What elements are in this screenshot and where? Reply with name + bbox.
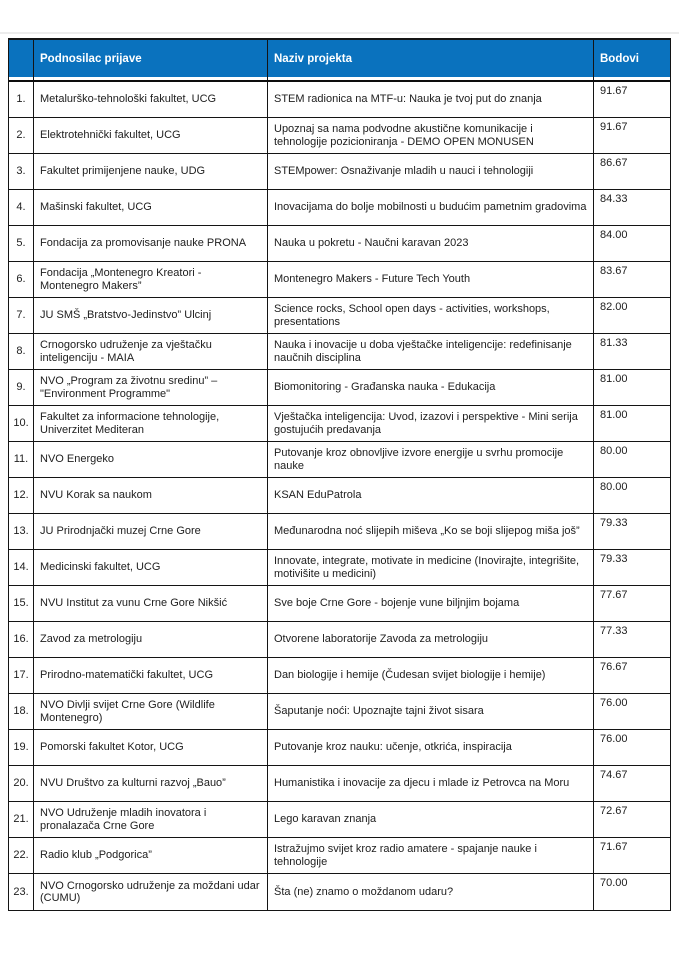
row-number-cell: 7. bbox=[9, 298, 34, 333]
applicant-cell: NVU Institut za vunu Crne Gore Nikšić bbox=[34, 586, 268, 621]
project-cell: Humanistika i inovacije za djecu i mlade iz Petrovca na Moru bbox=[268, 766, 594, 801]
applicant-cell: JU SMŠ „Bratstvo-Jedinstvo” Ulcinj bbox=[34, 298, 268, 333]
table-row bbox=[9, 334, 670, 370]
row-number-cell: 6. bbox=[9, 262, 34, 297]
table-row bbox=[9, 622, 670, 658]
project-cell: Upoznaj sa nama podvodne akustične komunikacije i tehnologije pozicioniranja - DEMO OPEN MONUSEN bbox=[268, 118, 594, 153]
project-cell: Inovacijama do bolje mobilnosti u budućim pametnim gradovima bbox=[268, 190, 594, 225]
points-cell: 79.33 bbox=[600, 517, 628, 529]
points-cell: 86.67 bbox=[600, 157, 628, 169]
table-row bbox=[9, 118, 670, 154]
points-cell: 71.67 bbox=[600, 841, 628, 853]
row-number-cell: 3. bbox=[9, 154, 34, 189]
applicant-cell: Elektrotehnički fakultet, UCG bbox=[34, 118, 268, 153]
table-row bbox=[9, 658, 670, 694]
points-cell: 74.67 bbox=[600, 769, 628, 781]
project-cell: Lego karavan znanja bbox=[268, 802, 594, 837]
applicant-cell: NVU Korak sa naukom bbox=[34, 478, 268, 513]
points-cell: 91.67 bbox=[600, 121, 628, 133]
points-cell: 77.33 bbox=[600, 625, 628, 637]
project-ranking-table bbox=[8, 38, 671, 911]
row-number-cell: 23. bbox=[9, 874, 34, 910]
project-cell: KSAN EduPatrola bbox=[268, 478, 594, 513]
points-cell: 83.67 bbox=[600, 265, 628, 277]
points-cell: 84.00 bbox=[600, 229, 628, 241]
scan-artifact-line bbox=[0, 32, 679, 34]
row-number-cell: 13. bbox=[9, 514, 34, 549]
applicant-cell: Prirodno-matematički fakultet, UCG bbox=[34, 658, 268, 693]
row-number-cell: 14. bbox=[9, 550, 34, 585]
row-number-cell: 18. bbox=[9, 694, 34, 729]
table-header-row bbox=[9, 40, 670, 82]
table-row bbox=[9, 442, 670, 478]
row-number-cell: 19. bbox=[9, 730, 34, 765]
applicant-cell: NVU Društvo za kulturni razvoj „Bauo” bbox=[34, 766, 268, 801]
row-number-cell: 4. bbox=[9, 190, 34, 225]
row-number-cell: 8. bbox=[9, 334, 34, 369]
points-cell: 81.00 bbox=[600, 373, 628, 385]
row-number-cell: 9. bbox=[9, 370, 34, 405]
points-cell: 82.00 bbox=[600, 301, 628, 313]
points-cell: 76.00 bbox=[600, 697, 628, 709]
points-cell: 70.00 bbox=[600, 877, 628, 889]
project-cell: Šaputanje noći: Upoznajte tajni život sisara bbox=[268, 694, 594, 729]
row-number-cell: 17. bbox=[9, 658, 34, 693]
project-cell: Nauka u pokretu - Naučni karavan 2023 bbox=[268, 226, 594, 261]
row-number-cell: 11. bbox=[9, 442, 34, 477]
row-number-cell: 21. bbox=[9, 802, 34, 837]
points-cell: 91.67 bbox=[600, 85, 628, 97]
project-cell: Putovanje kroz obnovljive izvore energije u svrhu promocije nauke bbox=[268, 442, 594, 477]
header-cell-points: Bodovi bbox=[594, 40, 670, 80]
row-number-cell: 2. bbox=[9, 118, 34, 153]
table-row bbox=[9, 514, 670, 550]
applicant-cell: Fakultet primijenjene nauke, UDG bbox=[34, 154, 268, 189]
header-cell-number bbox=[9, 40, 34, 80]
table-row bbox=[9, 226, 670, 262]
points-cell: 84.33 bbox=[600, 193, 628, 205]
header-cell-project: Naziv projekta bbox=[268, 40, 594, 80]
project-cell: Dan biologije i hemije (Čudesan svijet biologije i hemije) bbox=[268, 658, 594, 693]
row-number-cell: 16. bbox=[9, 622, 34, 657]
applicant-cell: NVO Energeko bbox=[34, 442, 268, 477]
applicant-cell: NVO Crnogorsko udruženje za moždani udar (CUMU) bbox=[34, 874, 268, 910]
points-cell: 77.67 bbox=[600, 589, 628, 601]
applicant-cell: Crnogorsko udruženje za vještačku inteligenciju - MAIA bbox=[34, 334, 268, 369]
table-row bbox=[9, 298, 670, 334]
table-row bbox=[9, 694, 670, 730]
row-number-cell: 15. bbox=[9, 586, 34, 621]
applicant-cell: Mašinski fakultet, UCG bbox=[34, 190, 268, 225]
row-number-cell: 1. bbox=[9, 82, 34, 117]
table-row bbox=[9, 82, 670, 118]
project-cell: Nauka i inovacije u doba vještačke inteligencije: redefinisanje naučnih disciplina bbox=[268, 334, 594, 369]
table-row bbox=[9, 802, 670, 838]
project-cell: Istražujmo svijet kroz radio amatere - spajanje nauke i tehnologije bbox=[268, 838, 594, 873]
project-cell: STEM radionica na MTF-u: Nauka je tvoj put do znanja bbox=[268, 82, 594, 117]
project-cell: Putovanje kroz nauku: učenje, otkrića, inspiracija bbox=[268, 730, 594, 765]
table-row bbox=[9, 838, 670, 874]
points-cell: 80.00 bbox=[600, 445, 628, 457]
row-number-cell: 22. bbox=[9, 838, 34, 873]
table-row bbox=[9, 406, 670, 442]
points-cell: 80.00 bbox=[600, 481, 628, 493]
row-number-cell: 12. bbox=[9, 478, 34, 513]
row-number-cell: 10. bbox=[9, 406, 34, 441]
points-cell: 81.33 bbox=[600, 337, 628, 349]
project-cell: STEMpower: Osnaživanje mladih u nauci i tehnologiji bbox=[268, 154, 594, 189]
table-row bbox=[9, 262, 670, 298]
points-cell: 81.00 bbox=[600, 409, 628, 421]
table-row bbox=[9, 730, 670, 766]
applicant-cell: Fondacija za promovisanje nauke PRONA bbox=[34, 226, 268, 261]
project-cell: Vještačka inteligencija: Uvod, izazovi i perspektive - Mini serija gostujućih predavanja bbox=[268, 406, 594, 441]
project-cell: Montenegro Makers - Future Tech Youth bbox=[268, 262, 594, 297]
points-cell: 79.33 bbox=[600, 553, 628, 565]
table-row bbox=[9, 766, 670, 802]
table-row bbox=[9, 370, 670, 406]
points-cell: 76.00 bbox=[600, 733, 628, 745]
applicant-cell: Zavod za metrologiju bbox=[34, 622, 268, 657]
table-body bbox=[9, 82, 670, 910]
applicant-cell: Metalurško-tehnološki fakultet, UCG bbox=[34, 82, 268, 117]
applicant-cell: Fondacija „Montenegro Kreatori - Montenegro Makers” bbox=[34, 262, 268, 297]
project-cell: Science rocks, School open days - activities, workshops, presentations bbox=[268, 298, 594, 333]
table-row bbox=[9, 478, 670, 514]
applicant-cell: JU Prirodnjački muzej Crne Gore bbox=[34, 514, 268, 549]
table-row bbox=[9, 586, 670, 622]
project-cell: Šta (ne) znamo o moždanom udaru? bbox=[268, 874, 594, 910]
row-number-cell: 20. bbox=[9, 766, 34, 801]
table-row bbox=[9, 154, 670, 190]
row-number-cell: 5. bbox=[9, 226, 34, 261]
applicant-cell: Pomorski fakultet Kotor, UCG bbox=[34, 730, 268, 765]
points-cell: 72.67 bbox=[600, 805, 628, 817]
table-row bbox=[9, 874, 670, 910]
applicant-cell: Radio klub „Podgorica” bbox=[34, 838, 268, 873]
table-row bbox=[9, 190, 670, 226]
points-cell: 76.67 bbox=[600, 661, 628, 673]
project-cell: Sve boje Crne Gore - bojenje vune biljnjim bojama bbox=[268, 586, 594, 621]
applicant-cell: Medicinski fakultet, UCG bbox=[34, 550, 268, 585]
header-cell-applicant: Podnosilac prijave bbox=[34, 40, 268, 80]
applicant-cell: NVO „Program za životnu sredinu” – "Environment Programme" bbox=[34, 370, 268, 405]
project-cell: Međunarodna noć slijepih miševa „Ko se boji slijepog miša još” bbox=[268, 514, 594, 549]
project-cell: Otvorene laboratorije Zavoda za metrologiju bbox=[268, 622, 594, 657]
table-row bbox=[9, 550, 670, 586]
applicant-cell: NVO Divlji svijet Crne Gore (Wildlife Montenegro) bbox=[34, 694, 268, 729]
project-cell: Innovate, integrate, motivate in medicine (Inovirajte, integrišite, motivišite u medicini) bbox=[268, 550, 594, 585]
applicant-cell: Fakultet za informacione tehnologije, Univerzitet Mediteran bbox=[34, 406, 268, 441]
project-cell: Biomonitoring - Građanska nauka - Edukacija bbox=[268, 370, 594, 405]
applicant-cell: NVO Udruženje mladih inovatora i pronalazača Crne Gore bbox=[34, 802, 268, 837]
